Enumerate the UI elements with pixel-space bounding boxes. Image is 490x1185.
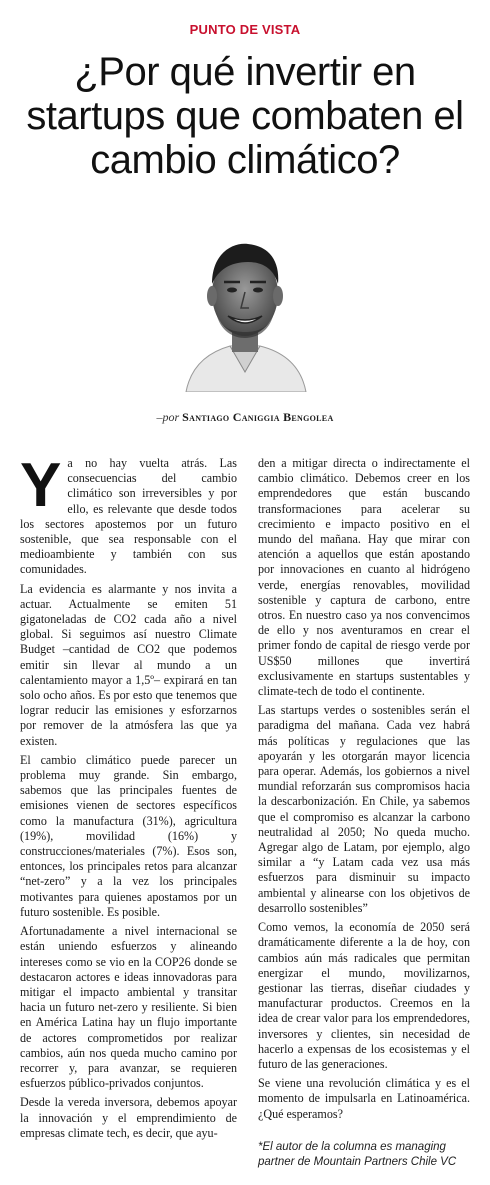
article-column-left (20, 451, 237, 1145)
paragraph: a no hay vuelta atrás. Las consecuencias del cambio climático son irreversibles y por ello, es relevante que desde todos los sectores apostemos por un futuro sostenible, que sea responsable con el medioambiente y también con sus comunidades. (20, 456, 237, 577)
paragraph: den a mitigar directa o indirectamente el cambio climático. Debemos creer en los emprendedores que están buscando transformaciones para acelerar su crecimiento e impacto positivo en el mundo del mañana. Hay que mirar con atención a aquellos que están apostando por innovaciones en cuanto al hidrógeno verde, energías renovables, movilidad sostenible y captura de carbono, entre otros. En nuestro caso ya nos convencimos de ello y nos aventuramos en crear el primer fondo de capital de riesgo verde por US$50 millones que invertirá exclusivamente en startups sustentables y climate-tech de todo el continente. (258, 456, 470, 699)
section-label: PUNTO DE VISTA (189, 22, 301, 37)
paragraph: El cambio climático puede parecer un problema muy grande. Sin embargo, sabemos que las principales fuentes de emisiones vienen de sectores específicos como la manufactura (31%), agricultura (19%), movilidad (16%) y construcciones/materiales (7%). Esos son, entonces, los principales retos para alcanzar “net-zero” y a la vez los principales motivantes para quienes apostamos por un futuro sostenible. Es posible. (20, 752, 237, 919)
paragraph: Como vemos, la economía de 2050 será dramáticamente diferente a la de hoy, con cambios aún más radicales que permitan energizar el mundo, movilizarnos, gestionar las tierras, diseñar ciudades y manufacturar productos. Creemos en la idea de crear valor para los emprendedores, inversores y clientes, sin necesidad de hacerlo a expensas de los ecosistemas y el futuro de las generaciones. (258, 920, 470, 1071)
headline: ¿Por qué invertir en startups que combaten el cambio climático? (26, 50, 464, 182)
byline (0, 410, 490, 425)
paragraph: Desde la vereda inversora, debemos apoyar la innovación y el emprendimiento de empresas climate tech, es decir, que ayu- (20, 1095, 237, 1140)
paragraph: La evidencia es alarmante y nos invita a actuar. Actualmente se emiten 51 gigatoneladas de CO2 cada año a nivel global. Si seguimos así nuestro Climate Budget –cantidad de CO2 que podemos emitir sin llevar al mundo a un calentamiento mayor a 1,5º– expirará en tan solo ocho años. Es por esto que tenemos que lograr reducir las emisiones y esforzarnos por remover de la atmósfera las que ya existen. (20, 581, 237, 748)
author-portrait-image (178, 232, 312, 392)
paragraph: Las startups verdes o sostenibles serán el paradigma del mañana. Cada vez habrá más políticas y regulaciones que las apoyarán y les otorgarán mayor licencia para operar. Además, los gobiernos a nivel mundial reforzarán sus compromisos hacia la descarbonización. En Chile, ya sabemos que el compromiso es alcanzar la carbono neutralidad al 2050; No queda mucho. Agregar algo de Latam, por ejemplo, algo similar a “y Latam cada vez usa más esfuerzos para disminuir su impacto ambiental y alinearse con los objetivos de desarrollo sostenibles” (258, 703, 470, 915)
article-column-right (258, 456, 470, 1126)
paragraph: Afortunadamente a nivel internacional se están uniendo esfuerzos y alineando intereses como se vio en la COP26 donde se destacaron actores e ideas innovadoras para mitigar el impacto ambiental y transitar hacia un futuro net-zero y resiliente. Si bien en América Latina hay un flujo importante de actores comprometidos por realizar cambios, aún nos queda mucho camino por recorrer y, para avanzar, se requieren esfuerzos público-privados conjuntos. (20, 924, 237, 1091)
author-footnote: *El autor de la columna es managing partner de Mountain Partners Chile VC (258, 1141, 457, 1168)
author-photo (178, 232, 312, 392)
author-name: Santiago Caniggia Bengolea (182, 410, 334, 424)
byline-prefix: –por (156, 410, 180, 424)
drop-cap: Y (20, 451, 62, 520)
paragraph: Se viene una revolución climática y es el momento de impulsarla en Latinoamérica. ¿Qué esperamos? (258, 1076, 470, 1121)
